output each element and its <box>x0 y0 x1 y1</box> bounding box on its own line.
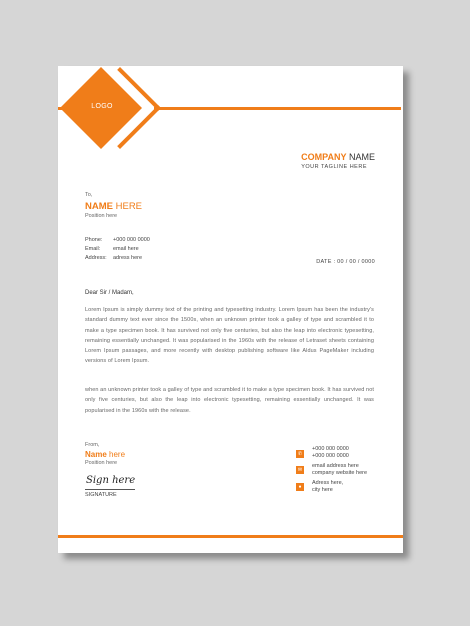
email-label: Email: <box>85 246 101 252</box>
sender-name-bold: Name <box>85 450 107 459</box>
recipient-position: Position here <box>85 213 118 219</box>
sender-name <box>85 450 125 459</box>
footer-web <box>312 463 367 477</box>
recipient-email-row <box>85 246 139 252</box>
phone-value: +000 000 0000 <box>113 237 150 243</box>
footer-address-2: city here <box>312 487 333 493</box>
email-icon: ✉ <box>297 466 303 473</box>
recipient-name-rest: HERE <box>112 201 143 212</box>
footer-address <box>312 480 343 494</box>
to-label: To, <box>85 192 93 198</box>
body-paragraph-2: when an unknown printer took a galley of type and scrambled it to make a type specimen book. It has survived not only five centuries, but also the leap into electronic typesetting, remaining essentially unchanged. It was popularised in the 1960s with the release. <box>85 387 374 414</box>
header-line <box>154 107 401 110</box>
recipient-phone-row <box>85 237 150 243</box>
footer-phone-2: +000 000 0000 <box>312 453 349 459</box>
address-value: adress here <box>113 255 143 261</box>
phone-label: Phone: <box>85 237 103 243</box>
sender-position: Position here <box>85 460 118 466</box>
footer-website: company website here <box>312 470 368 476</box>
footer-phones <box>312 446 349 460</box>
footer-email: email address here <box>312 463 359 469</box>
company-name-rest: NAME <box>346 152 375 162</box>
from-label: From, <box>85 442 100 448</box>
footer-line <box>58 535 403 538</box>
phone-icon: ✆ <box>297 450 303 457</box>
signature: Sign here <box>86 475 136 486</box>
address-label: Address: <box>85 255 107 261</box>
email-value: email here <box>113 246 139 252</box>
letterhead-page <box>58 66 403 553</box>
signature-label: SIGNATURE <box>85 492 117 498</box>
location-pin-icon: ● <box>296 483 304 491</box>
company-name-bold: COMPANY <box>301 152 347 162</box>
company-name <box>301 152 375 162</box>
footer-address-1: Adress here, <box>312 480 344 486</box>
recipient-name <box>85 201 142 212</box>
signature-line <box>85 489 135 490</box>
recipient-name-bold: NAME <box>85 201 113 212</box>
recipient-address-row <box>85 255 142 261</box>
body-paragraph-1: Lorem Ipsum is simply dummy text of the printing and typesetting industry. Lorem Ipsum has been the industry's standard dummy text ever since the 1500s, when an unknown printer took a galley of type and scrambled it to make a type specimen book. It has survived not only five centuries, but also the leap into electronic typesetting, remaining essentially unchanged. It was popularised in the 1960s with the release of Letraset sheets containing Lorem Ipsum passages, and more recently with desktop publishing software like Aldus PageMaker including versions of Lorem Ipsum. <box>85 307 374 365</box>
letter-date: DATE : 00 / 00 / 0000 <box>316 259 375 265</box>
salutation: Dear Sir / Madam, <box>85 290 134 296</box>
footer-phone-1: +000 000 0000 <box>312 446 349 452</box>
company-tagline: YOUR TAGLINE HERE <box>301 164 367 170</box>
logo-text: LOGO <box>91 103 113 110</box>
sender-name-rest: here <box>106 450 126 459</box>
